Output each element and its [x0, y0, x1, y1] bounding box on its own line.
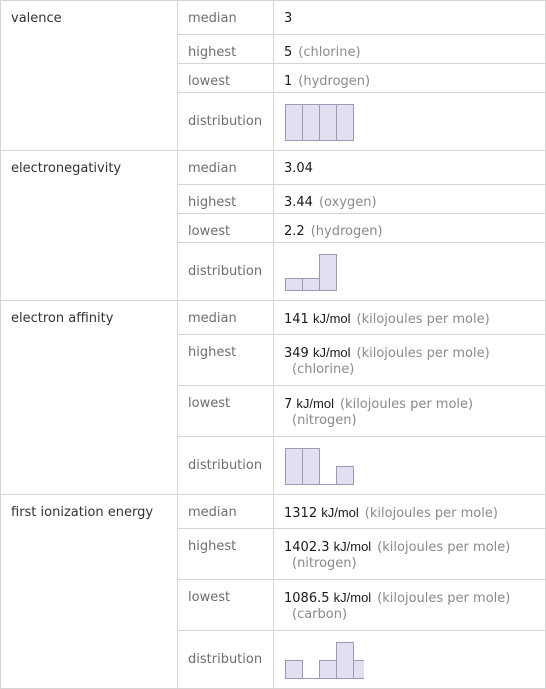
label-median: median	[178, 301, 274, 335]
property-name: electron affinity	[1, 301, 178, 495]
histogram-bar	[286, 448, 303, 484]
distribution-cell	[274, 437, 546, 495]
table-row	[1, 1, 546, 35]
value-lowest: 1086.5 kJ/mol (kilojoules per mole) (carbon)	[274, 580, 546, 631]
histogram-bar	[286, 660, 303, 678]
histogram-bar	[337, 104, 354, 140]
value-lowest: 1 (hydrogen)	[274, 64, 546, 93]
label-highest: highest	[178, 529, 274, 580]
table-row	[1, 495, 546, 529]
distribution-histogram	[284, 101, 364, 143]
property-name: first ionization energy	[1, 495, 178, 689]
label-median: median	[178, 495, 274, 529]
value-lowest: 7 kJ/mol (kilojoules per mole) (nitrogen)	[274, 386, 546, 437]
histogram-bar	[337, 466, 354, 484]
label-lowest: lowest	[178, 386, 274, 437]
value-lowest: 2.2 (hydrogen)	[274, 214, 546, 243]
value-highest: 1402.3 kJ/mol (kilojoules per mole) (nitrogen)	[274, 529, 546, 580]
distribution-cell	[274, 93, 546, 151]
label-lowest: lowest	[178, 64, 274, 93]
distribution-histogram	[284, 445, 364, 487]
property-name: valence	[1, 1, 178, 151]
histogram-bar	[303, 104, 320, 140]
value-highest: 349 kJ/mol (kilojoules per mole) (chlorine)	[274, 335, 546, 386]
histogram-bar	[337, 642, 354, 678]
label-lowest: lowest	[178, 214, 274, 243]
table-row	[1, 151, 546, 185]
histogram-bar	[286, 104, 303, 140]
distribution-cell	[274, 243, 546, 301]
property-name: electronegativity	[1, 151, 178, 301]
table-row	[1, 301, 546, 335]
label-distribution: distribution	[178, 243, 274, 301]
label-highest: highest	[178, 335, 274, 386]
label-lowest: lowest	[178, 580, 274, 631]
histogram-bar	[320, 104, 337, 140]
histogram-bar	[303, 448, 320, 484]
distribution-cell	[274, 631, 546, 689]
value-median: 3.04	[274, 151, 546, 185]
value-highest: 5 (chlorine)	[274, 35, 546, 64]
histogram-bar	[320, 254, 337, 290]
value-highest: 3.44 (oxygen)	[274, 185, 546, 214]
histogram-bar	[303, 278, 320, 290]
distribution-histogram	[284, 639, 364, 681]
label-median: median	[178, 1, 274, 35]
histogram-bar	[354, 660, 365, 678]
distribution-histogram	[284, 251, 364, 293]
value-median: 3	[274, 1, 546, 35]
value-median: 141 kJ/mol (kilojoules per mole)	[274, 301, 546, 335]
label-highest: highest	[178, 185, 274, 214]
label-distribution: distribution	[178, 631, 274, 689]
label-median: median	[178, 151, 274, 185]
value-median: 1312 kJ/mol (kilojoules per mole)	[274, 495, 546, 529]
label-distribution: distribution	[178, 93, 274, 151]
histogram-bar	[320, 660, 337, 678]
label-highest: highest	[178, 35, 274, 64]
histogram-bar	[286, 278, 303, 290]
label-distribution: distribution	[178, 437, 274, 495]
